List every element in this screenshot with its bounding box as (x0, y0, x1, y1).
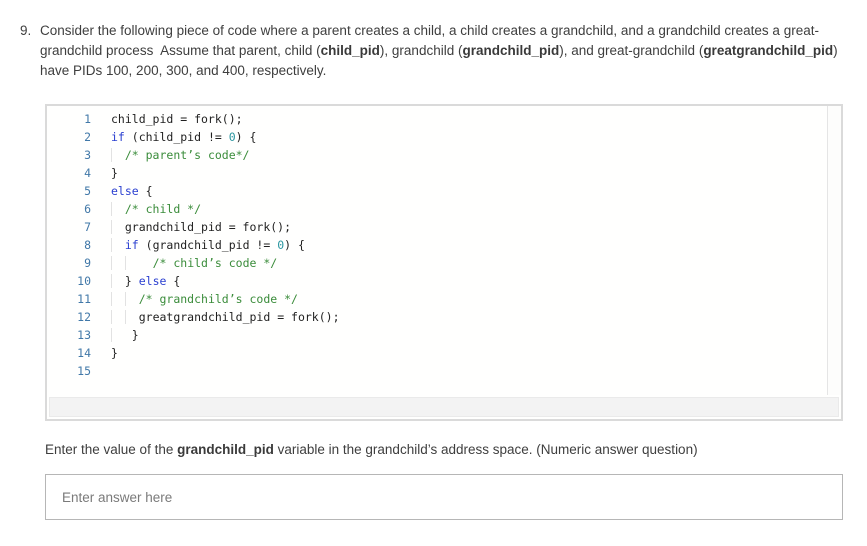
question-number: 9. (20, 23, 32, 38)
code-line (47, 200, 841, 218)
line-number: 7 (84, 220, 91, 234)
code-line (47, 362, 841, 380)
code-line-content: if (child_pid != 0) { (111, 130, 257, 144)
code-line-content: } (111, 166, 118, 180)
code-line (47, 236, 841, 254)
line-number: 13 (77, 328, 91, 342)
line-number: 3 (84, 148, 91, 162)
answer-input[interactable] (45, 474, 843, 520)
line-number: 5 (84, 184, 91, 198)
answer-prompt-text: Enter the value of the grandchild_pid variable in the grandchild’s address space. (Numeric answer question) (45, 442, 698, 457)
code-line-content: /* parent’s code*/ (91, 146, 249, 164)
code-line (47, 272, 841, 290)
line-number: 8 (84, 238, 91, 252)
question-text: Consider the following piece of code where a parent creates a child, a child creates a grandchild, and a grandchild creates a great-grandchild process Assume that parent, child (child_pid), grandchild (grandchild_pid), and great-grandchild (greatgrandchild_pid) have PIDs 100, 200, 300, and 400, respectively. (40, 23, 842, 78)
line-number: 2 (84, 130, 91, 144)
code-line-content: } (111, 346, 118, 360)
code-line-content: /* child’s code */ (91, 254, 277, 272)
code-line-content: /* grandchild’s code */ (91, 290, 298, 308)
code-line (47, 218, 841, 236)
line-number: 1 (84, 112, 91, 126)
code-editor-container (45, 104, 843, 421)
code-line-content: } else { (91, 272, 180, 290)
code-line (47, 290, 841, 308)
code-line (47, 344, 841, 362)
code-line (47, 326, 841, 344)
code-line (47, 254, 841, 272)
code-line-content: grandchild_pid = fork(); (91, 218, 291, 236)
line-number: 11 (77, 292, 91, 306)
code-line-content: /* child */ (91, 200, 201, 218)
code-line-content: if (grandchild_pid != 0) { (91, 236, 305, 254)
vertical-scrollbar-track[interactable] (827, 106, 841, 395)
line-number: 10 (77, 274, 91, 288)
code-line-content: else { (111, 184, 153, 198)
line-number: 6 (84, 202, 91, 216)
code-line (47, 128, 841, 146)
code-line (47, 164, 841, 182)
code-line-content (91, 362, 111, 380)
code-line (47, 110, 841, 128)
code-line (47, 308, 841, 326)
code-line (47, 146, 841, 164)
code-line-content: child_pid = fork(); (111, 112, 243, 126)
code-line (47, 182, 841, 200)
line-number: 15 (77, 364, 91, 378)
horizontal-scrollbar-track[interactable] (49, 397, 839, 417)
code-line-content: greatgrandchild_pid = fork(); (91, 308, 340, 326)
line-number: 14 (77, 346, 91, 360)
line-number: 9 (84, 256, 91, 270)
code-editor[interactable] (47, 106, 841, 395)
line-number: 12 (77, 310, 91, 324)
question-block (20, 21, 848, 81)
line-number: 4 (84, 166, 91, 180)
code-line-content: } (91, 326, 139, 344)
